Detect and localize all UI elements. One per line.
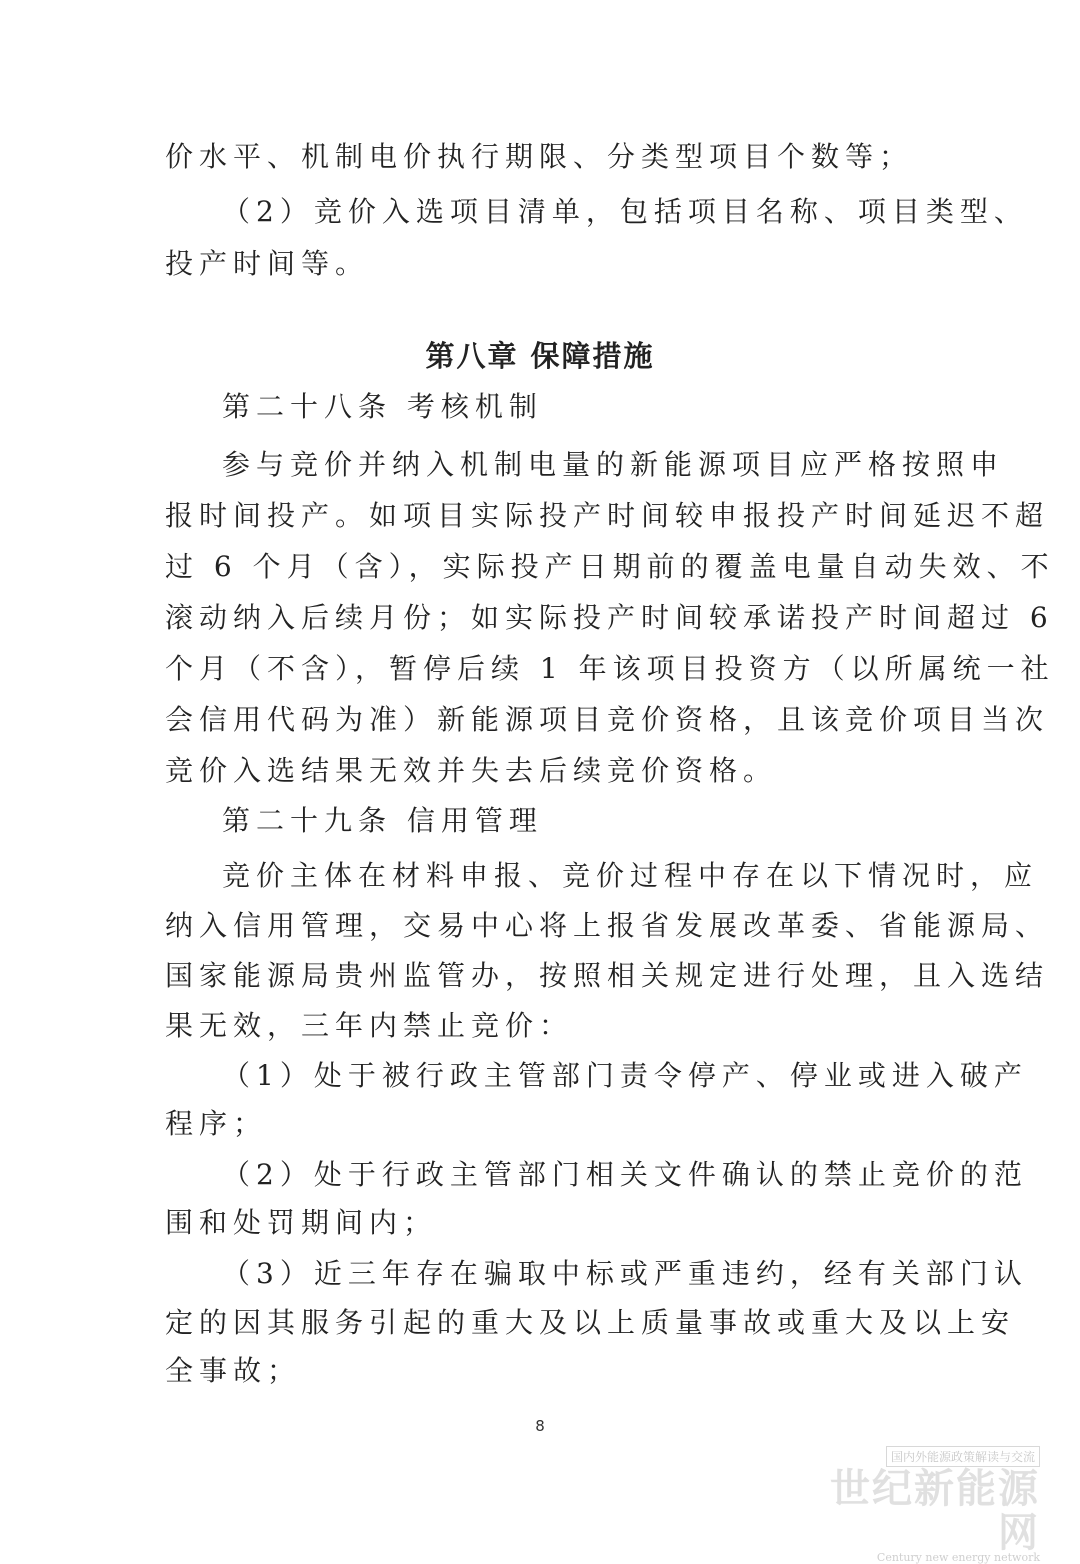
list-item-continuation: 全事故； <box>165 1354 302 1387</box>
text-line: 滚动纳入后续月份；如实际投产时间较承诺投产时间超过 6 <box>165 601 1054 634</box>
watermark-logo-text: 世纪新能源网 <box>830 1465 1040 1556</box>
text-line: （2）竞价入选项目清单，包括项目名称、项目类型、 <box>222 195 1028 228</box>
chapter-heading: 第八章 保障措施 <box>425 339 655 373</box>
text-line: 会信用代码为准）新能源项目竞价资格，且该竞价项目当次 <box>165 703 1050 736</box>
text-line: 价水平、机制电价执行期限、分类型项目个数等； <box>165 140 914 173</box>
list-item-continuation: 定的因其服务引起的重大及以上质量事故或重大及以上安 <box>165 1306 1016 1339</box>
list-item: （2）处于行政主管部门相关文件确认的禁止竞价的范 <box>222 1158 1028 1191</box>
list-item: （1）处于被行政主管部门责令停产、停业或进入破产 <box>222 1059 1028 1092</box>
list-item-continuation: 围和处罚期间内； <box>165 1206 438 1239</box>
text-line: 参与竞价并纳入机制电量的新能源项目应严格按照申 <box>222 448 1005 481</box>
text-line: 国家能源局贵州监管办，按照相关规定进行处理，且入选结 <box>165 959 1050 992</box>
text-line: 竞价入选结果无效并失去后续竞价资格。 <box>165 754 778 787</box>
text-line: 投产时间等。 <box>165 247 370 280</box>
text-line: 个月（不含），暂停后续 1 年该项目投资方（以所属统一社 <box>165 652 1055 685</box>
text-line: 过 6 个月（含），实际投产日期前的覆盖电量自动失效、不 <box>165 550 1055 583</box>
watermark <box>830 1446 1040 1564</box>
text-line: 报时间投产。如项目实际投产时间较申报投产时间延迟不超 <box>165 499 1050 532</box>
watermark-subtitle: Century new energy network <box>876 1551 1040 1564</box>
watermark-tag: 国内外能源政策解读与交流 <box>886 1446 1040 1467</box>
text-line: 竞价主体在材料申报、竞价过程中存在以下情况时，应 <box>222 859 1039 892</box>
article-title: 第二十九条 信用管理 <box>222 804 543 837</box>
article-title: 第二十八条 考核机制 <box>222 390 543 423</box>
text-line: 纳入信用管理，交易中心将上报省发展改革委、省能源局、 <box>165 909 1050 942</box>
list-item: （3）近三年存在骗取中标或严重违约，经有关部门认 <box>222 1257 1028 1290</box>
page-number: 8 <box>535 1417 545 1435</box>
list-item-continuation: 程序； <box>165 1107 268 1140</box>
text-line: 果无效，三年内禁止竞价： <box>165 1009 574 1042</box>
